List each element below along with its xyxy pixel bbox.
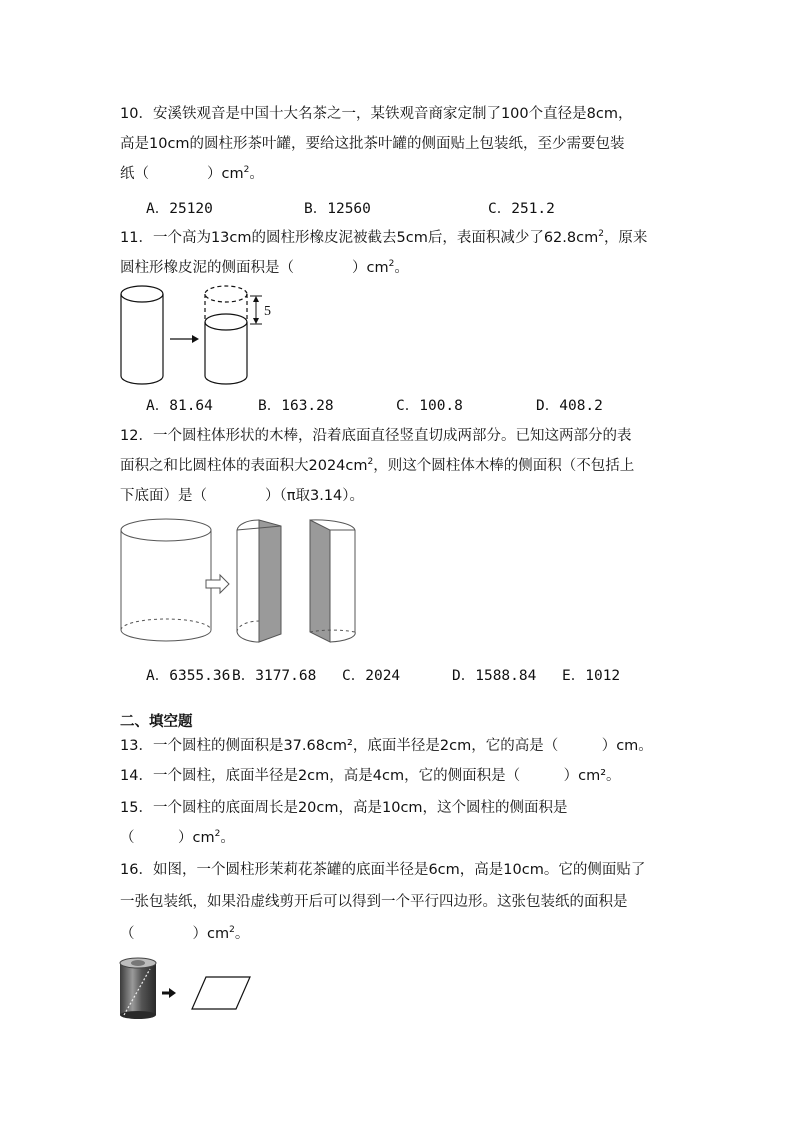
q12-option-a: A．6355.36 [146,668,231,684]
q10-option-c: C．251.2 [488,201,555,217]
q12-line2: 面积之和比圆柱体的表面积大$2024cm^2$，则这个圆柱体木棒的侧面积（不包括上 [120,457,635,474]
q12-line1: 12．一个圆柱体形状的木棒，沿着底面直径竖直切成两部分。已知这两部分的表 [120,428,632,444]
q14-text: 14．一个圆柱，底面半径是2cm，高是4cm，它的侧面积是（ ）cm²。 [120,768,621,784]
q13-text: 13．一个圆柱的侧面积是37.68cm²，底面半径是2cm，它的高是（ ）cm。 [120,738,653,754]
q16-tea-can-figure [116,955,256,1021]
q12-option-c: C．2024 [342,668,401,684]
q15-line1: 15．一个圆柱的底面周长是20cm，高是10cm，这个圆柱的侧面积是 [120,800,568,816]
q11-option-b: B．163.28 [258,398,334,414]
q16-line1: 16．如图，一个圆柱形茉莉花茶罐的底面半径是6cm，高是10cm。它的侧面贴了 [120,862,646,878]
q11-line1: 11．一个高为13cm的圆柱形橡皮泥被截去5cm后，表面积减少了$62.8cm^2$，原来 [120,229,648,246]
q11-option-c: C．100.8 [396,398,463,414]
q12-line3: 下底面）是（ ）（π取3.14）。 [120,488,365,504]
q11-figure-label: 5 [264,304,271,319]
q10-line1: 10．安溪铁观音是中国十大名茶之一，某铁观音商家定制了100个直径是8cm， [120,106,633,122]
q12-option-d: D．1588.84 [452,668,537,684]
q11-line2: 圆柱形橡皮泥的侧面积是（ ）$cm^2$。 [120,259,409,276]
q12-option-e: E．1012 [562,668,621,684]
q11-option-a: A．81.64 [146,398,213,414]
q10-line2: 高是10cm的圆柱形茶叶罐，要给这批茶叶罐的侧面贴上包装纸，至少需要包装 [120,136,625,152]
q10-option-b: B．12560 [304,201,371,217]
q10-option-a: A．25120 [146,201,213,217]
q11-cylinder-figure [110,282,290,386]
q10-line3: 纸（ ）$cm^2$。 [120,165,264,182]
q12-cut-cylinder-figure [116,516,366,652]
q16-line2: 一张包装纸，如果沿虚线剪开后可以得到一个平行四边形。这张包装纸的面积是 [120,894,628,910]
q12-option-b: B．3177.68 [232,668,317,684]
section-title-fill-blanks: 二、填空题 [120,714,193,730]
q11-option-d: D．408.2 [536,398,603,414]
q16-line3: （ ）$cm^2$。 [120,925,250,942]
q15-line2: （ ）$cm^2$。 [120,829,235,846]
